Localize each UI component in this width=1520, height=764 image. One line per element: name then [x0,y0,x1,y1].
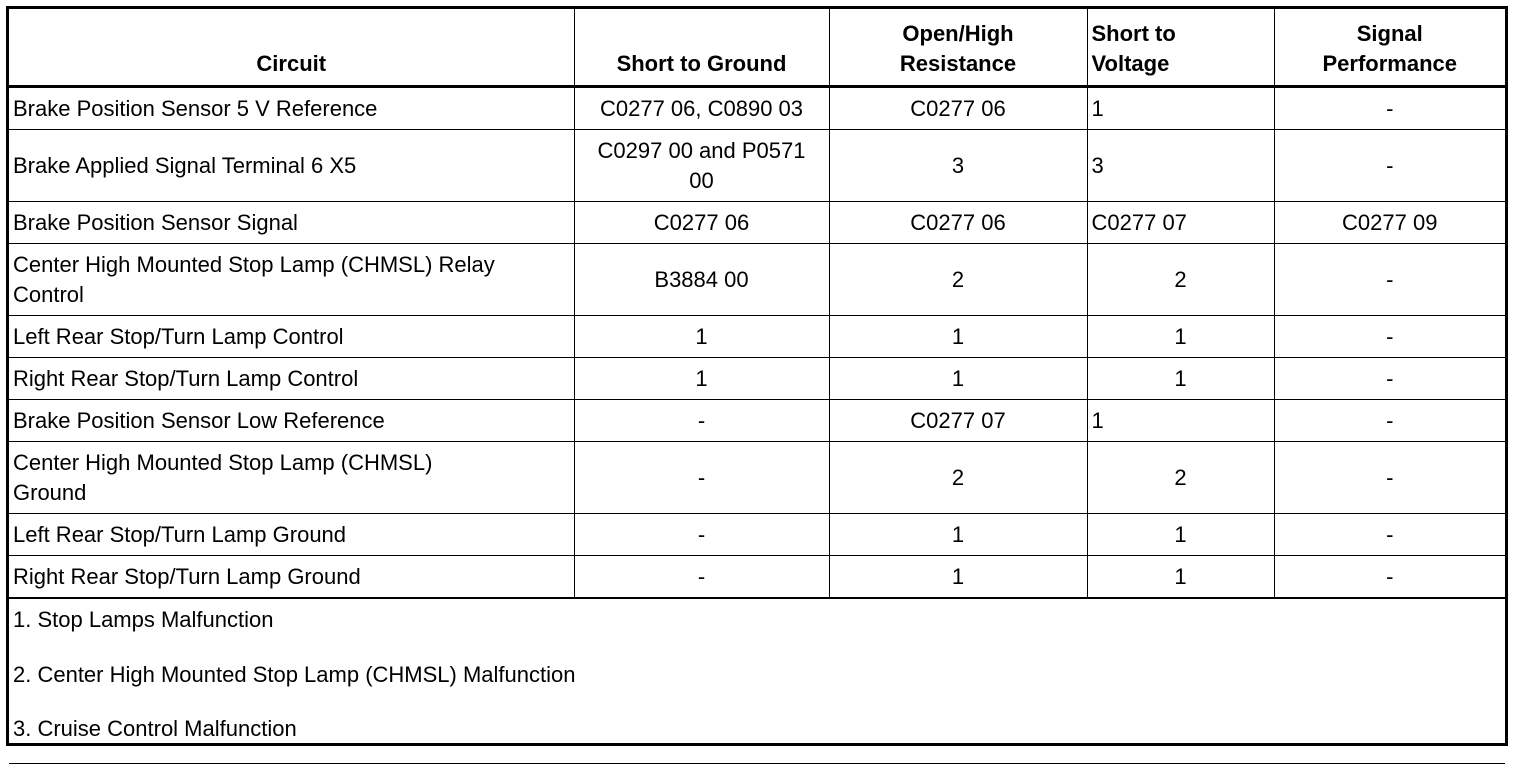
signal-performance-cell: - [1274,514,1505,556]
open-high-cell: 1 [829,316,1087,358]
table-row [9,202,1505,244]
open-high-cell: C0277 07 [829,400,1087,442]
short-to-voltage-cell: 2 [1087,442,1274,514]
signal-performance-cell: C0277 09 [1274,202,1505,244]
circuit-cell: Left Rear Stop/Turn Lamp Ground [9,514,574,556]
signal-performance-cell: - [1274,556,1505,599]
short-to-ground-cell: C0277 06, C0890 03 [574,87,829,130]
open-high-cell: 1 [829,556,1087,599]
signal-performance-cell: - [1274,400,1505,442]
circuit-cell: Left Rear Stop/Turn Lamp Control [9,316,574,358]
table-row [9,316,1505,358]
signal-performance-cell: - [1274,244,1505,316]
short-to-voltage-cell: 1 [1087,316,1274,358]
short-to-ground-cell: 1 [574,358,829,400]
footnote: 1. Stop Lamps Malfunction [13,607,274,632]
circuit-cell: Right Rear Stop/Turn Lamp Ground [9,556,574,599]
short-to-voltage-cell: C0277 07 [1087,202,1274,244]
circuit-cell: Right Rear Stop/Turn Lamp Control [9,358,574,400]
header-circuit: Circuit [9,9,574,87]
table-row [9,130,1505,202]
table-row [9,514,1505,556]
signal-performance-cell: - [1274,316,1505,358]
short-to-ground-cell: 1 [574,316,829,358]
header-open-high-resistance: Open/High Resistance [829,9,1087,87]
short-to-voltage-cell: 3 [1087,130,1274,202]
open-high-cell: C0277 06 [829,202,1087,244]
short-to-ground-cell: C0297 00 and P0571 00 [574,130,829,202]
open-high-cell: 2 [829,244,1087,316]
short-to-voltage-cell: 1 [1087,358,1274,400]
short-to-voltage-cell: 1 [1087,514,1274,556]
circuit-cell: Brake Applied Signal Terminal 6 X5 [9,130,574,202]
short-to-ground-cell: - [574,400,829,442]
header-short-to-ground: Short to Ground [574,9,829,87]
circuit-cell: Center High Mounted Stop Lamp (CHMSL) Relay Control [9,244,574,316]
table-row [9,244,1505,316]
table-row [9,442,1505,514]
header-row [9,9,1505,87]
open-high-cell: 2 [829,442,1087,514]
short-to-ground-cell: - [574,556,829,599]
short-to-ground-cell: B3884 00 [574,244,829,316]
open-high-cell: 3 [829,130,1087,202]
header-signal-performance: Signal Performance [1274,9,1505,87]
dtc-circuit-table [9,9,1505,764]
notes-cell [9,598,1505,763]
table-row [9,358,1505,400]
dtc-table-frame [6,6,1508,746]
open-high-cell: 1 [829,514,1087,556]
short-to-voltage-cell: 1 [1087,400,1274,442]
table-row [9,400,1505,442]
signal-performance-cell: - [1274,442,1505,514]
footnote: 2. Center High Mounted Stop Lamp (CHMSL) Malfunction [13,661,576,687]
signal-performance-cell: - [1274,358,1505,400]
short-to-voltage-cell: 2 [1087,244,1274,316]
circuit-cell: Brake Position Sensor 5 V Reference [9,87,574,130]
circuit-cell: Brake Position Sensor Signal [9,202,574,244]
open-high-cell: C0277 06 [829,87,1087,130]
short-to-voltage-cell: 1 [1087,556,1274,599]
header-short-to-voltage: Short to Voltage [1087,9,1274,87]
table-row [9,556,1505,599]
notes-row [9,598,1505,763]
circuit-cell: Brake Position Sensor Low Reference [9,400,574,442]
open-high-cell: 1 [829,358,1087,400]
footnote: 3. Cruise Control Malfunction [13,716,297,741]
signal-performance-cell: - [1274,130,1505,202]
short-to-ground-cell: - [574,514,829,556]
short-to-voltage-cell: 1 [1087,87,1274,130]
short-to-ground-cell: - [574,442,829,514]
short-to-ground-cell: C0277 06 [574,202,829,244]
circuit-cell: Center High Mounted Stop Lamp (CHMSL) Ground [9,442,574,514]
table-row [9,87,1505,130]
signal-performance-cell: - [1274,87,1505,130]
